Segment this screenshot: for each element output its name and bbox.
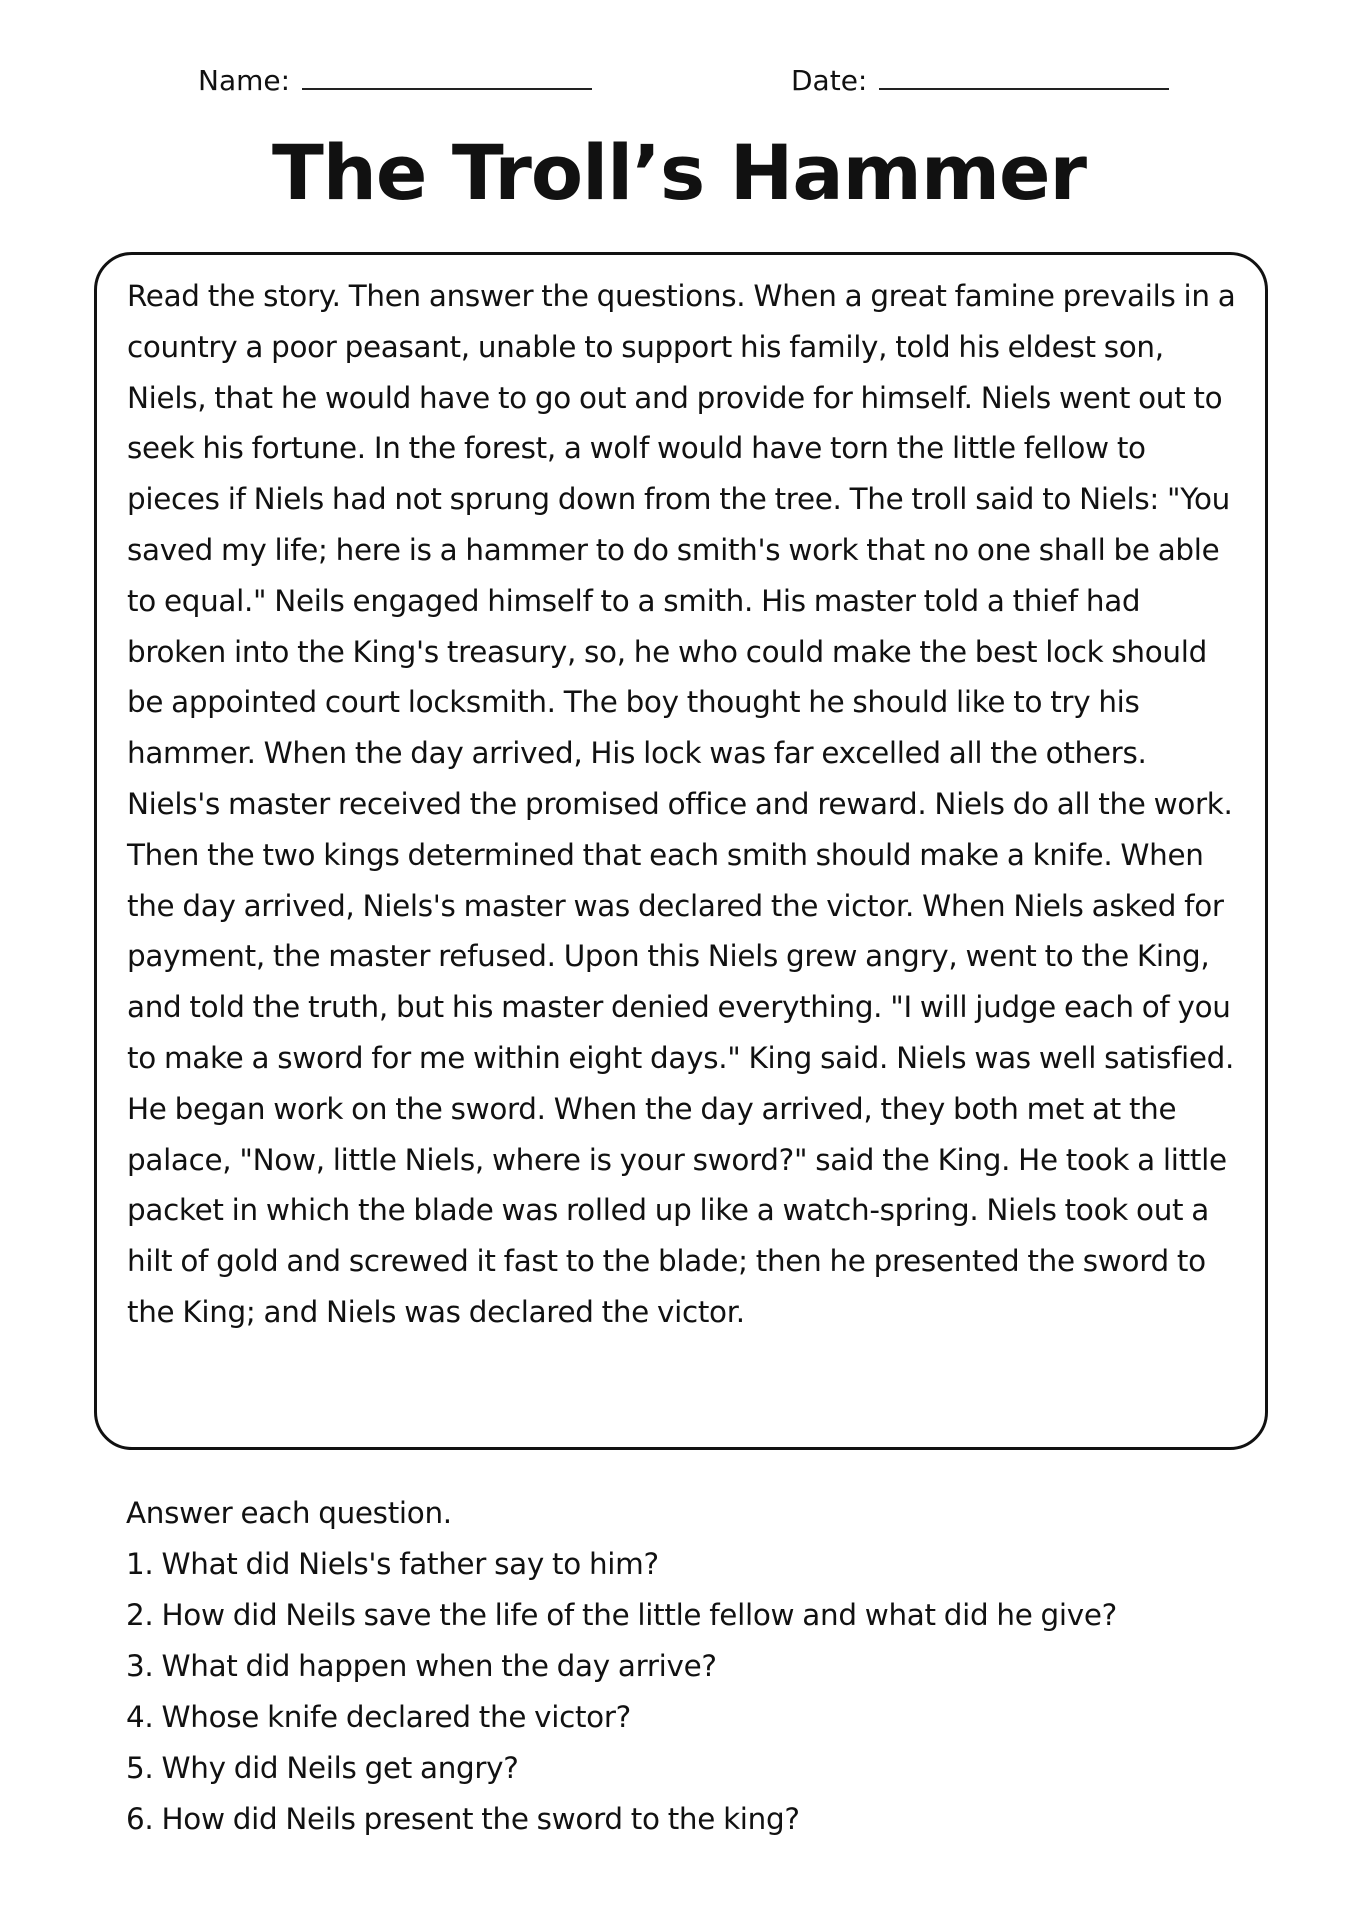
question-item: 5. Why did Neils get angry? bbox=[126, 1751, 519, 1785]
date-label: Date: bbox=[791, 64, 868, 97]
name-label: Name: bbox=[198, 64, 291, 97]
date-field[interactable] bbox=[791, 60, 1169, 101]
story-text: Read the story. Then answer the questions. When a great famine prevails in a country a poor peasant, unable to support his family, told his eldest son, Niels, that he would have to go out and provide for himself. Niels went out to seek his fortune. In the forest, a wolf would have torn the little fellow to pieces if Niels had not sprung down from the tree. The troll said to Niels: "You saved my life; here is a hammer to do smith's work that no one shall be able to equal." Neils engaged himself to a smith. His master told a thief had broken into the King's treasury, so, he who could make the best lock should be appointed court locksmith. The boy thought he should like to try his hammer. When the day arrived, His lock was far excelled all the others. Niels's master received the promised office and reward. Niels do all the work. Then the two kings determined that each smith should make a knife. When the day arrived, Niels's master was declared the victor. When Niels asked for payment, the master refused. Upon this Niels grew angry, went to the King, and told the truth, but his master denied everything. "I will judge each of you to make a sword for me within eight days." King said. Niels was well satisfied. He began work on the sword. When the day arrived, they both met at the palace, "Now, little Niels, where is your sword?" said the King. He took a little packet in which the blade was rolled up like a watch-spring. Niels took out a hilt of gold and screwed it fast to the blade; then he presented the sword to the King; and Niels was declared the victor. bbox=[127, 279, 1236, 1329]
name-blank-line[interactable] bbox=[302, 60, 592, 90]
question-item: 1. What did Niels's father say to him? bbox=[126, 1547, 659, 1581]
questions-section bbox=[126, 1488, 1276, 1845]
question-item: 2. How did Neils save the life of the little fellow and what did he give? bbox=[126, 1598, 1117, 1632]
name-field[interactable] bbox=[198, 60, 592, 101]
question-item: 3. What did happen when the day arrive? bbox=[126, 1649, 717, 1683]
story-box bbox=[94, 252, 1268, 1450]
questions-intro: Answer each question. bbox=[126, 1496, 452, 1530]
date-blank-line[interactable] bbox=[879, 60, 1169, 90]
question-item: 4. Whose knife declared the victor? bbox=[126, 1700, 631, 1734]
question-item: 6. How did Neils present the sword to the king? bbox=[126, 1802, 800, 1836]
header-fields bbox=[0, 60, 1358, 100]
page-title: The Troll’s Hammer bbox=[271, 128, 1087, 217]
